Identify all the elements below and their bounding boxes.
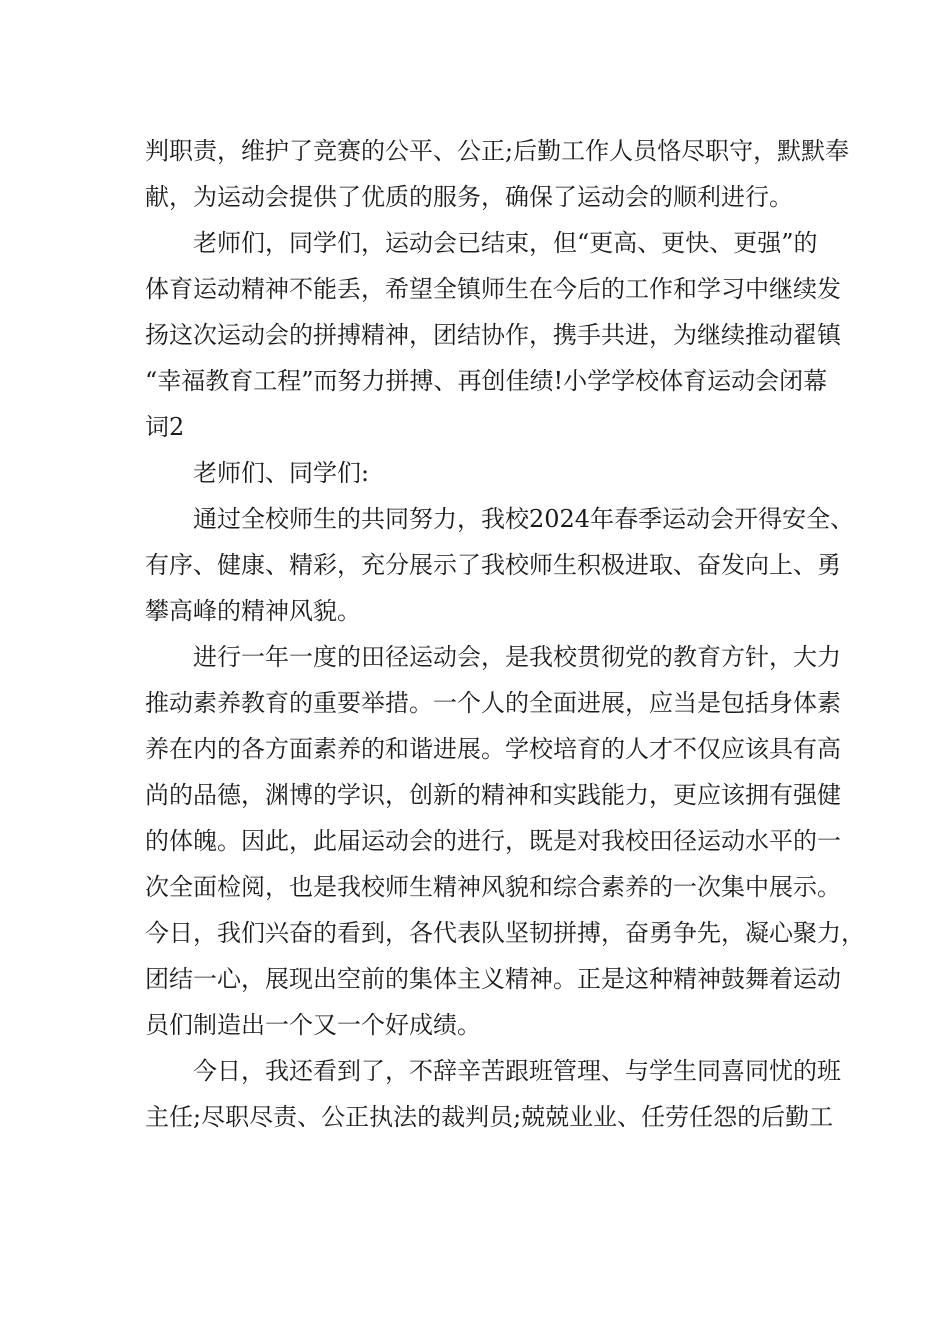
text-line: 判职责，维护了竞赛的公平、公正;后勤工作人员恪尽职守，默默奉 (145, 137, 850, 165)
text-line: 进行一年一度的田径运动会，是我校贯彻党的教育方针，大力 (193, 643, 841, 671)
paragraph-5 (145, 634, 865, 1048)
text-line: “幸福教育工程”而努力拼搏、再创佳绩!小学学校体育运动会闭幕 (145, 367, 828, 395)
text-line: 今日，我还看到了，不辞辛苦跟班管理、与学生同喜同忧的班 (193, 1057, 841, 1085)
paragraph-4 (145, 496, 855, 634)
text-line: 老师们，同学们，运动会已结束，但“更高、更快、更强”的 (193, 229, 818, 257)
paragraph-2 (145, 220, 841, 450)
text-line: 养在内的各方面素养的和谐进展。学校培育的人才不仅应该具有高 (145, 735, 841, 763)
text-line: 的体魄。因此，此届运动会的进行，既是对我校田径运动水平的一 (145, 827, 841, 855)
text-line: 主任;尽职尽责、公正执法的裁判员;兢兢业业、任劳任怨的后勤工 (145, 1103, 834, 1131)
text-line: 攀高峰的精神风貌。 (145, 597, 361, 625)
text-line: 次全面检阅，也是我校师生精神风貌和综合素养的一次集中展示。 (145, 873, 841, 901)
document-body (145, 128, 865, 1140)
text-line: 扬这次运动会的拼搏精神，团结协作，携手共进，为继续推动翟镇 (145, 321, 841, 349)
text-line: 今日，我们兴奋的看到，各代表队坚韧拼搏，奋勇争先，凝心聚力， (145, 919, 865, 947)
text-line: 老师们、同学们: (193, 459, 370, 487)
text-line: 通过全校师生的共同努力，我校2024年春季运动会开得安全、 (193, 505, 855, 533)
paragraph-3 (145, 450, 810, 496)
text-line: 员们制造出一个又一个好成绩。 (145, 1011, 481, 1039)
paragraph-1 (145, 128, 850, 220)
text-line: 词2 (145, 413, 185, 441)
text-line: 体育运动精神不能丢，希望全镇师生在今后的工作和学习中继续发 (145, 275, 841, 303)
text-line: 尚的品德，渊博的学识，创新的精神和实践能力，更应该拥有强健 (145, 781, 841, 809)
text-line: 有序、健康、精彩，充分展示了我校师生积极进取、奋发向上、勇 (145, 551, 841, 579)
text-line: 献，为运动会提供了优质的服务，确保了运动会的顺利进行。 (145, 183, 793, 211)
text-line: 团结一心，展现出空前的集体主义精神。正是这种精神鼓舞着运动 (145, 965, 841, 993)
text-line: 推动素养教育的重要举措。一个人的全面进展，应当是包括身体素 (145, 689, 841, 717)
paragraph-6 (145, 1048, 841, 1140)
